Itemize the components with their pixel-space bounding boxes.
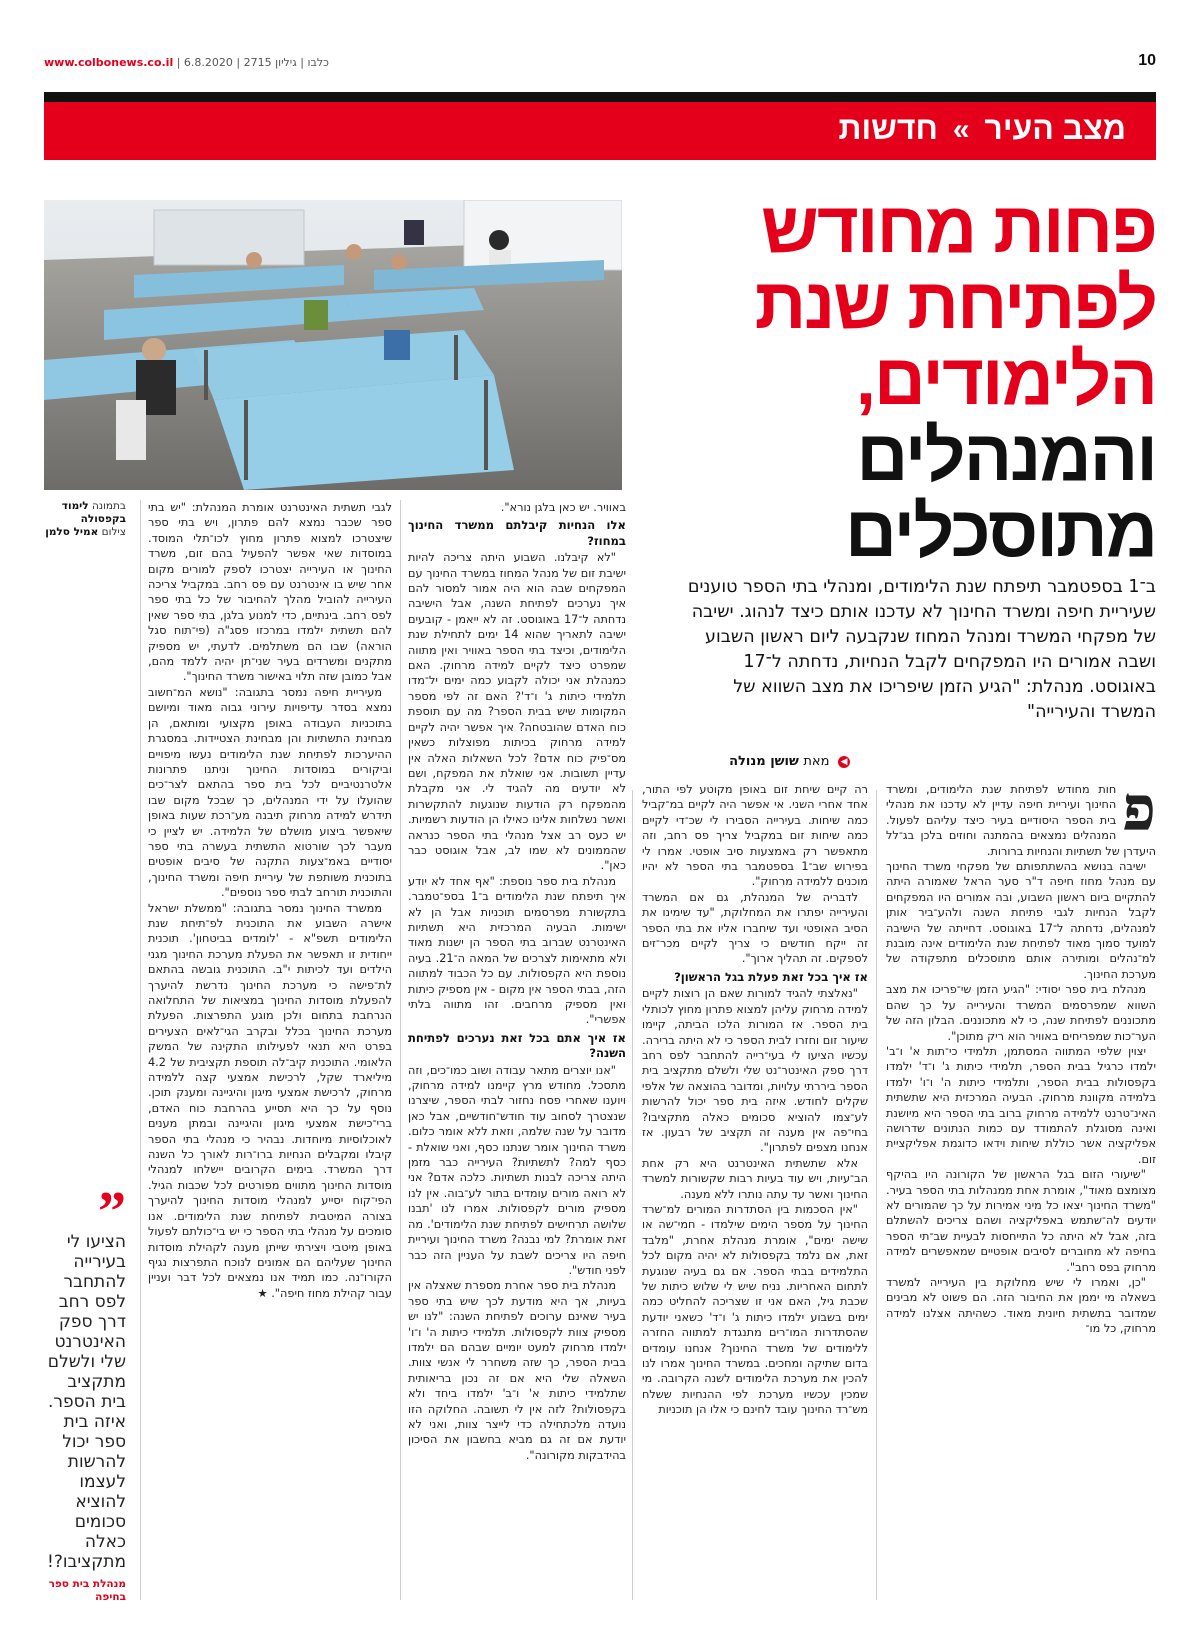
- subhead: אלו הנחיות קיבלתם ממשרד החינוך במחוז?: [408, 518, 626, 548]
- subhead: אז איך אתם בכל זאת נערכים לפתיחת השנה?: [408, 1030, 626, 1061]
- article-column-2: רה קיים שיחת זום באופן מקוטע לפי התור, אחד אחרי השני. אי אפשר היה לקיים במ־קביל כמה שיחות. בעירייה הסבירו לי שכ־די לקיים כמה שיחות זום במקביל צריך פס רחב, וזה מתאפשר רק באמצעות סיב אופטי. אמרו לי בפירוש שב־1 בספטמבר בתי הספר לא יהיו מוכנים ללמידה מרחוק". לדבריה של המנהלת, גם אם המשרד והעירייה יפתרו את המחלוקת, "עד שימינו את הסיב האופטי ועד שיחברו אליו את בתי הספר זה ייקח חודשים כי צריך לקיים מכר־זים לספקים. זה תהליך ארוך". אז איך בכל זאת פעלת בגל הראשון? "נאלצתי להגיד למורות שאם הן רוצות לקיים למידה מרחוק עליהן למצוא פתרון מחוץ לכותלי בית הספר. אז המורות הלכו הביתה, קיימו שיעור זום וחזרו לבית הספר כי לא היתה ברירה. עכשיו הציעו לי בעי־רייה להתחבר לפס רחב דרך ספק האינטר־נט שלי ולשלם מתקציב בית הספר ביררתי עלויות, ומדובר בהוצאה של אלפי שקלים לחודש. איזה בית ספר יכול להרשות לע־צמו להוציא סכומים כאלה מתקציבו? בחי־פה אין מענה זה תקציב של רבעון. אז אנחנו מצפים לפתרון". אלא שתשתית האינטרנט היא רק אחת הב־עיות, ויש עוד בעיות רבות שקשורות למשרד החינוך ואשר עד עתה נותרו ללא מענה. "אין הסכמות בין הסתדרות המורים למ־שרד החינוך על מספר הימים שילמדו - חמי־שה או שישה ימים", אומרת מנהלת אחרת, "מלבד זאת, אם נלמד בקפסולות לא יהיה מקום לכל התלמידים בבתי הספר. אם גם בעיה שנוגעת לתחום האחריות. נניח שיש לי שלוש כיתות של שכבת גיל, האם אני זו שצריכה להחליט כמה ימים בשבוע ילמדו כיתות ג' ו־ד' כשאני יודעת שהסתדרות המו־רים מתנגדת למתווה החזרה ללימודים של משרד החינוך? אנחנו עומדים בדום שתיקה ומחכים. במשרד החינוך אמרו לנו להכין את מערכת הלימודים לשנה הקרובה. מי שמכין עכשיו מערכת לפי ההנחיות ששלח מש־רד החינוך עובד לחינם כי אלו הן תוכניות: [642, 783, 868, 1417]
- lead-paragraph: ב־1 בספטמבר תיפתח שנת הלימודים, ומנהלי בתי הספר טוענים שעיריית חיפה ומשרד החינוך לא עדכנו אותם כיצד לנהוג. ישיבה של מפקחי המשרד ומנהל המחוז שנקבעה ליום ראשון השבוע ושבה אמורים היו המפקחים לקבל הנחיות, נדחתה ל־17 באוגוסט. מנהלת: "הגיע הזמן שיפריכו את מצב השווא של המשרד והעירייה": [687, 577, 1156, 722]
- byline-prefix: מאת: [803, 754, 830, 769]
- section-sub: חדשות: [838, 110, 938, 146]
- classroom-photo: [44, 200, 622, 490]
- quote-source: מנהלת בית ספר בחיפה: [48, 1578, 126, 1603]
- article-column-1: פ חות מחודש לפתיחת שנת הלימודים, ומשרד החינוך ועיריית חיפה עדיין לא עדכנו את מנהלי בית הספר היסודיים בעיר כיצד עליהם לפעול. המנהלים נמצאים בהמתנה וחוזים בלכן בג־לל היעדרן של תשתיות והנחיות ברורות. ישיבה בנושא בהשתתפותם של מפקחי משרד החינוך עם מנהל מחוז חיפה ד"ר סער הראל שאמורה היתה להתקיים ביום ראשון השבוע, ובה אמורים היו המפקחים לקבל הנחיות לגבי פתיחת השנה ולהע־ביר אותן למנהלים, נדחתה ל־17 באוגוסט. דחייתה של הישיבה למועד סמוך מאוד לפתיחת שנת הלימודים אינה מובנת למ־נהלים ומותירה אותם מתוסכלים מתפקודה של מערכת החינוך. מנהלת בית ספר יסודי: "הגיע הזמן שי־פריכו את מצב השווא שמפרסמים המשרד והעירייה על כך שהם מתכוננים לפתיחת שנה, כי לא מתכוננים. הבלון הזה של הער־כות שמפריחים באוויר הוא ריק מתוכן". יצוין שלפי המתווה המסתמן, תלמידי כי־תות א' ו־ב' ילמדו כרגיל בבית הספר, תלמידי כיתות ג' ו־ד' ילמדו בקפסולות בבית הספר, ותלמידי כיתות ה' ו־ו' ילמדו בלמידה מקוונת מרחוק. הבעיה המרכזית היא שתשתית האינ־טרנט ללמידה מרחוק ברוב בתי הספר היא מיושנת ואינה מסוגלת להתמודד עם כמות הנתונים שדרושה אפליקציה אשר כוללת שיחות וידאו כדוגמת אפליקציית זום. "שיעורי הזום בגל הראשון של הקורונה היו בהיקף מצומצם מאוד", אומרת אחת ממנהלות בתי הספר בעיר. "משרד החינוך יצאו כל מיני אמירות על כך שהמורים לא יודעים לה־שתמש באפליקציה ושהם צריכים להשתלם בזה, אבל לא היתה כל התייחסות לבעיית שב־תי הספר בחיפה לא מחוברים לסיבים אופטיים שמאפשרים למידה מרחוק בפס רחב". "כן, ואמרו לי שיש מחלוקת בין העירייה למשרד בשאלה מי יממן את החיבור הזה. הם פשוט לא מבינים שמדובר בתשתית חיונית מאוד. כשהיתה אצלנו למידה מרחוק, כל מו־: [886, 782, 1156, 1336]
- drop-cap: פ: [1122, 782, 1156, 844]
- article-column-4: לגבי תשתית האינטרנט אומרת המנהלת: "יש בתי ספר שכבר נמצא להם פתרון, ויש בתי ספר שיצטרכו למצוא פתרון מחוץ לכו־תלי המוסד. במוסדות שאי אפשר להפעיל בהם זום, משרד החינוך או העירייה יצטרכו לספק למורים מקום אחר שיש בו אינטרנט עם פס רחב. במקביל צריכה העירייה להוביל מהלך להחיבור של כל בתי ספר לפס רחב. בינתיים, כדי למנוע בלגן, בתי ספר שאין להם תשתית ילמדו במרכזו פסג"ה (פי־תוח סגל הוראה) שבו הם משתלמים. לדעתי, יש מספיק מתקנים ומשרדים בעיר שני־תן יהיה ללמד מהם, אבל כמובן שזה תלוי באישור משרד החינוך". מעיריית חיפה נמסר בתגובה: "נושא המ־חשוב נמצא בסדר עדיפויות עירוני גבוה מאוד ומיושם בתוכניות העבודה באופן מקצועי ומותאם, הן מבחינת התשתיות והן מבחינת הצטיידות. במסגרת ההיערכות לפתיחת שנת הלימודים נעשו מיפויים וביקורים במוסדות החינוך וניתנו פתרונות אלטרנטיביים לכל בית ספר בהתאם לצר־כים שהועלו על ידי המנהלים, כך שבכל מקום שבו תידרש למידה מרחוק תיבנה מע־רכת שעות באופן שיאפשר ביצוע מושלם של הלמידה. יש לציין כי מעבר לכך שורטוא התשתית בעשרה בתי ספר יסודיים באמ־צעות התקנה של סיבים אופטים בתוכנית משותפת של עיריית חיפה ומשרד החינוך, והתוכנית תורחב לבתי ספר נוספים". ממשרד החינוך נמסר בתגובה: "ממשלת ישראל אישרה השבוע את התוכנית לפ־תיחת שנת הלימודים תשפ"א - 'לומדים בביטחון'. תוכנית ייחודית זו תאפשר את הפעלת מערכת החינוך מגני הילדים ועד לכיתות י"ב. התוכנית גובשה בהתאם לת־פישה כי מערכת החינוך נדרשת להיערך להפעלת מוסדות החינוך במציאות של התחלואה הנרחבת בתחום ולכן מוגע התפרצות. הפעלת מערכת החינוך בכלל ובקרב הגי־לאים הצעירים בפרט היא תנאי לפעילותו התקינה של המשק הלאומי. התוכנית קיב־לה תוספת תקציבית של 4.2 מיליארד שקל, לרכישת אמצעי קצה ללמידה מרחוק, לרכישת אמצעי מיגון והיגיינה ומענק תוכן. נוסף על כך היא תסייע בהרחבת כוח האדם, ברי־כישת אמצעי מיגון והיגיינה ובמתן מענים לאוכלוסיות מיוחדות. נבהיר כי מנהלי בתי הספר קיבלו ומקבלים הנחיות ברו־רות לאורך כל השנה דרך המשרד. בימים הקרובים יישלחו למנהלי מוסדות החינוך מתווים מפורטים לכל שכבות הגיל. הפי־קוח יסייע למנהלי מוסדות החינוך להיערך בצורה המיטבית לפתיחת שנת הלימודים. אנו סומכים על מנהלי בתי הספר כי יש בי־כולתם לפעול באופן מיטבי ויצירתי שייתן מענה לקהילת מוסדות החינוך שעליהם הם אמונים לנוכח התפרצות נגיף הקורו־נה. כמו תמיד אנו נמצאים לכל דבר ועניין עבור קהילת מחוז חיפה". ★: [148, 501, 392, 1300]
- byline: [729, 754, 850, 769]
- headline-black: והמנהלים מתוסכלים: [845, 416, 1156, 572]
- headline-red: פחות מחודש לפתיחת שנת הלימודים,: [754, 188, 1156, 420]
- photo-credit: בתמונה לימוד בקפסולה צילום אמיל סלמן: [45, 500, 126, 538]
- header-rule: [44, 92, 1156, 102]
- column-rule: [632, 790, 633, 1600]
- byline-arrow-icon: ◀: [838, 756, 850, 768]
- section-arrow: »: [952, 113, 970, 146]
- section-name: מצב העיר: [984, 110, 1126, 146]
- column-rule: [400, 500, 401, 1600]
- issue-info: כלבו | גיליון 2715 | 6.8.2020: [183, 56, 329, 69]
- site-url[interactable]: www.colbonews.co.il: [44, 56, 174, 69]
- byline-author: שושן מנולה: [729, 754, 799, 769]
- subhead: אז איך בכל זאת פעלת בגל הראשון?: [674, 969, 868, 984]
- quote-text: הציעו לי בעירייה להתחבר לפס רחב דרך ספק האינטרנט שלי ולשלם מתקציב בית הספר. איזה בית ספר יכול להרשות לעצמו להוציא סכומים כאלה מתקציבו?!: [47, 1232, 126, 1572]
- column-rule: [140, 500, 141, 1600]
- masthead-line: www.colbonews.co.il | כלבו | גיליון 2715 | 6.8.2020 10: [44, 52, 1156, 69]
- pull-quote: [44, 1181, 126, 1604]
- quote-mark-icon: ”: [98, 1181, 126, 1243]
- section-banner: [44, 102, 1156, 160]
- headline: [686, 190, 1156, 570]
- page-number: 10: [1138, 52, 1156, 69]
- column-rule: [876, 790, 877, 1600]
- article-column-3: באוויר. יש כאן בלגן נורא". אלו הנחיות קיבלתם ממשרד החינוך במחוז? "לא קיבלנו. השבוע היתה צריכה להיות ישיבת זום של מנהל המחוז במשרד החינוך עם המפקחים שבה הוא היה אמור למסור להם איך נערכים לפתיחת השנה, אבל הישיבה נדחתה ל־17 באוגוסט. זה לא ייאמן - קובעים ישיבה לתאריך שהוא 14 ימים לתחילת שנת הלימודים, וכיצד בתי הספר באוויר ואין מתווה שמפרט כיצד לקיים למידה מרחוק. האם כמנהלת אני יכולה לקבוע כמה ימים יל־מדו תלמידי כיתות ג' ו־ד'? האם זה לפי מספר המקומות שיש בבית הספר? מה עם תוספת כוח האדם שהובטחה? איך אפשר יהיה לקיים למידה מרחוק בכיתות מפוצלות כשאין מס־פיק כוח אדם? לכל השאלות האלה אין עדיין תשובות. אני שואלת את המפקח, ושם לא יודעים מה להגיד לי. אני מקבלת מהמפקח רק הודעות שנוגעות להתקשרות ואשר נשלחות אלינו כאילו הן הודעות רשמיות. יש כעס רב אצל מנהלי בתי הספר כנראה שהממונים לא שמו לב, אבל אוגוסט כבר כאן". מנהלת בית ספר נוספת: "אף אחד לא יודע איך תיפתח שנת הלימודים ב־1 בספ־טמבר. בתקשורת מפרסמים תוכניות אבל הן לא ישימות. הבעיה המרכזית היא תשתיות האינטרנט שברוב בתי הספר הן ישנות מאוד ולא מתאימות לצרכים של המאה ה־21. בעיה נוספת היא הקפסולות. עם כל הכבוד למתווה הזה, בבתי הספר אין מקום - אין מספיק כיתות ואין מספיק מרחבים. זהו מתווה בלתי אפשרי". אז איך אתם בכל זאת נערכים לפתיחת השנה? "אנו יוצרים מתאר עבודה ושוב כמו־כים, וזה מתסכל. מחודש מרץ קיימנו למידה מרחוק, ויוענו שאחרי פסח נחזור לבתי הספר, שיצרנו שנצטרך לסחוב עוד חודש־חודשיים, אבל כאן מדובר על שנה שלמה, וזאת ללא אומר כלום. משרד החינוך אומר שנתנו כסף, ואני שואלת - כסף למה? לתשתיות? העירייה כבר מזמן היתה צריכה לבנות תשתיות. כלכה אדם? אני לא רואה מורים עומדים בתור לע־בוה. אין לנו מספיק מורים לקפסולות. אמרו לנו 'תבנו שלושה תרחישים לפתיחת שנת הלימודים'. מה זאת אומרת? למי נבנה? משרד החינוך ועיריית חיפה היו צריכים לשבת על העניין הזה כבר לפני חודש". מנהלת בית ספר אחרת מספרת שאצלה אין בעיות, אך היא מודעת לכך שיש בתי ספר בעיר שאינם ערוכים לפתיחת השנה: "לנו יש מספיק צוות לקפסולות. תלמידי כיתות ה' ו־ו' ילמדו מרחוק למעט יומיים שבהם הם ילמדו בבית הספר, כך שזה משחרר לי אנשי צוות. השאלה שלי היא אם זה נכון בריאותית שתלמידי כיתות א' ו־ב' ילמדו ביחד ולא בקפסולות? לזה אין לי תשובה. החלוקה הזו נועדה מלכתחילה כדי לייצר צוות, ואני לא יודעת אם זה גם מביא בחשבון את הסיכון בהידבקות מקורונה".: [408, 501, 626, 1462]
